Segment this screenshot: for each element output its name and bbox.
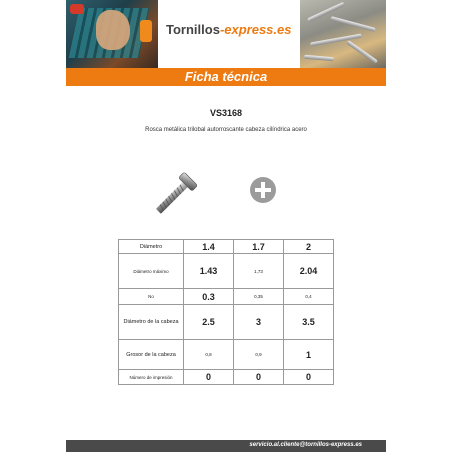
table-cell: 1,73 [234, 254, 284, 289]
table-cell: 2.5 [184, 305, 234, 340]
row-label: Grosor de la cabeza [119, 340, 184, 370]
datasheet-page [66, 0, 386, 452]
brand-area [158, 0, 300, 68]
table-cell: 0 [234, 370, 284, 385]
table-cell: 0.3 [184, 289, 234, 305]
table-row [119, 340, 334, 370]
table-row [119, 289, 334, 305]
table-cell: 0,35 [234, 289, 284, 305]
toolbox-photo [66, 0, 158, 68]
table-cell: 1.43 [184, 254, 234, 289]
brand-logo[interactable] [166, 22, 292, 37]
row-label: Diámetro de la cabeza [119, 305, 184, 340]
product-description: Rosca metálica trilobal autorroscante cabeza cilíndrica acero [145, 127, 307, 133]
brand-accent: -express.es [219, 22, 292, 37]
footer-bar [66, 440, 386, 452]
table-cell: 3.5 [284, 305, 334, 340]
table-row [119, 240, 334, 254]
table-cell: 2.04 [284, 254, 334, 289]
table-cell: 0,4 [284, 289, 334, 305]
phillips-plus-icon [250, 177, 276, 203]
spec-table [118, 239, 334, 385]
row-label: Número de impresión [119, 370, 184, 385]
table-cell: 2 [284, 240, 334, 254]
brand-main: Tornillos [166, 22, 220, 37]
row-label: Diámetro [119, 240, 184, 254]
table-row [119, 305, 334, 340]
contact-email-link[interactable]: servicio.al.cliente@tornillos-express.es [249, 442, 362, 448]
section-title-bar [66, 68, 386, 86]
table-cell: 0,8 [184, 340, 234, 370]
table-cell: 0,9 [234, 340, 284, 370]
table-row [119, 370, 334, 385]
table-cell: 3 [234, 305, 284, 340]
row-label: Diámetro máximo [119, 254, 184, 289]
table-cell: 1.7 [234, 240, 284, 254]
table-row [119, 254, 334, 289]
screw-image [150, 168, 200, 220]
header-banner [66, 0, 386, 68]
row-label: No [119, 289, 184, 305]
table-cell: 0 [184, 370, 234, 385]
table-cell: 1.4 [184, 240, 234, 254]
screws-photo [300, 0, 386, 68]
table-cell: 0 [284, 370, 334, 385]
table-cell: 1 [284, 340, 334, 370]
product-code: VS3168 [209, 108, 243, 118]
section-title: Ficha técnica [184, 69, 268, 84]
